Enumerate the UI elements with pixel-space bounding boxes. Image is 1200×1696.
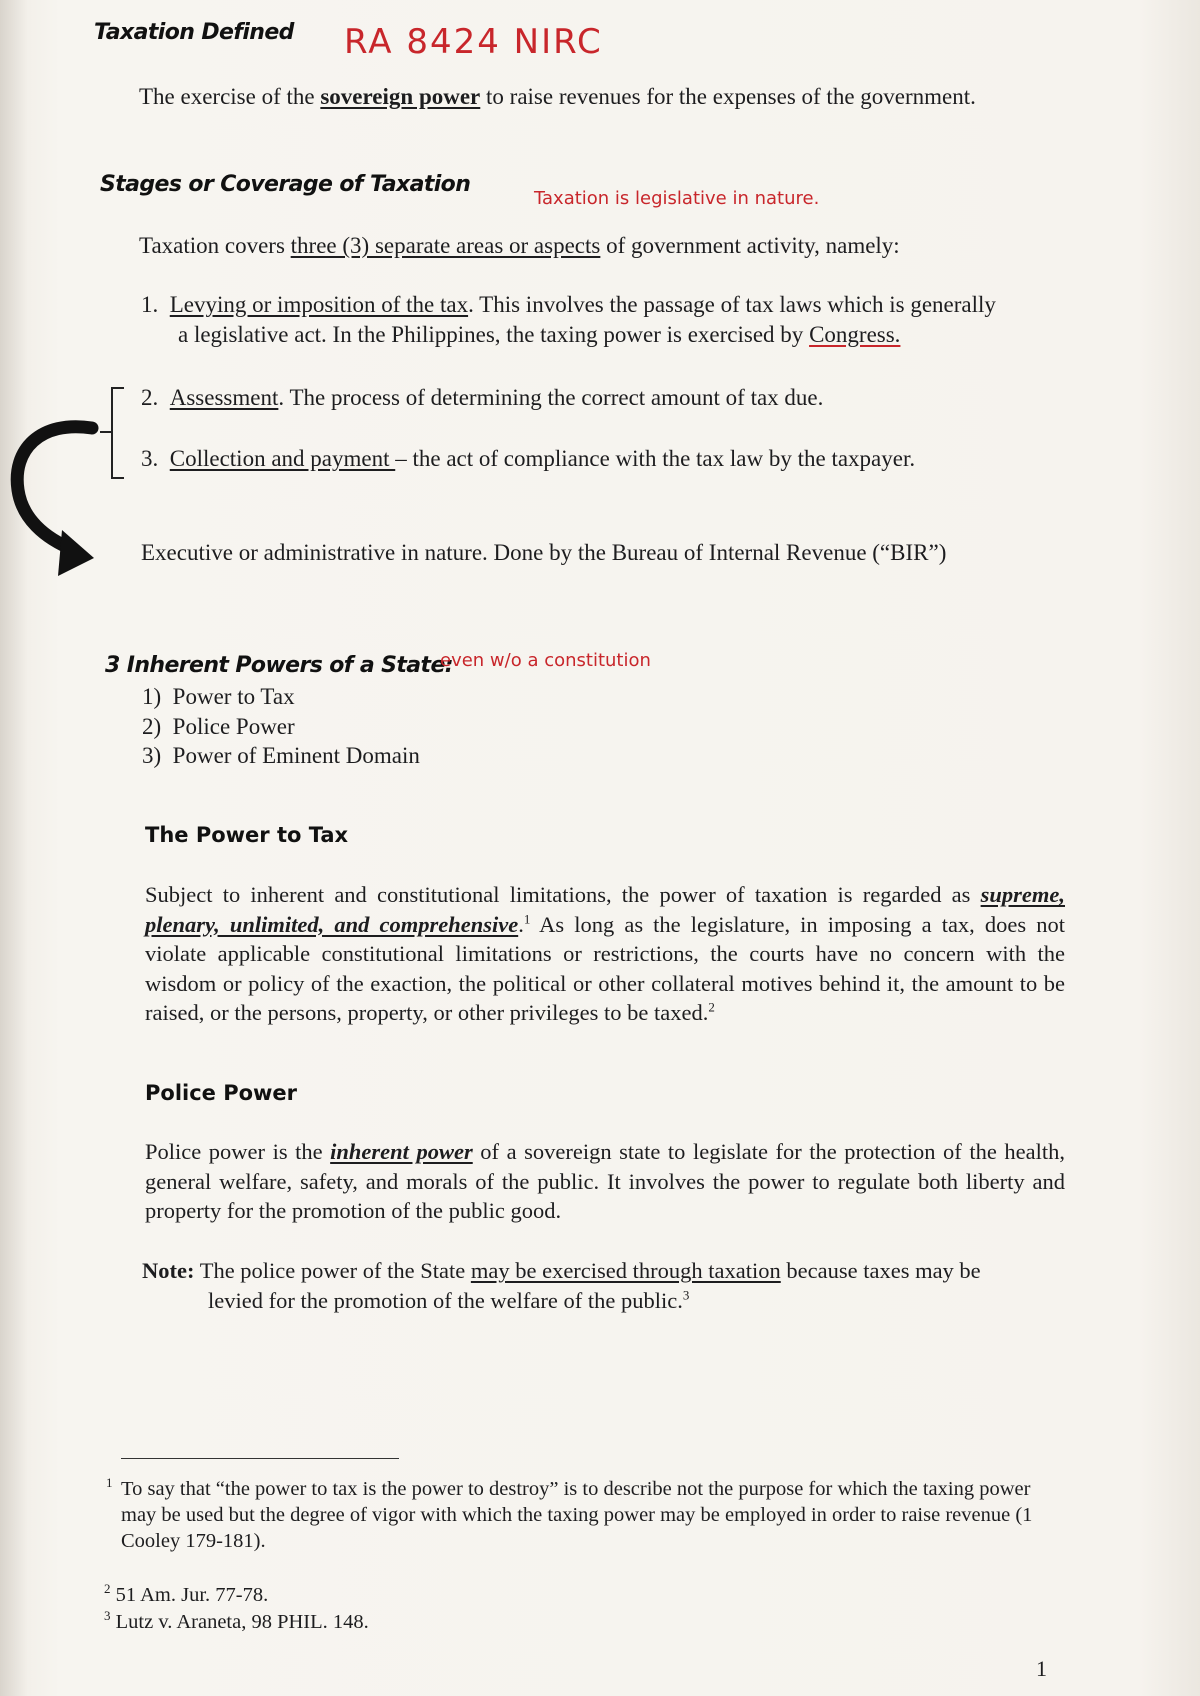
stage-item-1: 1. Levying or imposition of the tax. This involves the passage of tax laws which is generally	[141, 292, 996, 317]
footnote-number: 1	[106, 1475, 113, 1491]
police-power-paragraph: Police power is the inherent power of a sovereign state to legislate for the protection of the health, general welfare, safety, and morals of the public. It involves the power to regulate both liberty and property for the promotion of the public good.	[145, 1139, 1065, 1223]
footnote-3: $^3$ Lutz v. Araneta, 98 PHIL. 148.	[104, 1608, 369, 1633]
heading-police-power: Police Power	[145, 1081, 298, 1105]
police-power-note: Note: The police power of the State may be exercised through taxation because taxes may be	[142, 1258, 981, 1283]
stages-note-administrative: Executive or administrative in nature. Done by the Bureau of Internal Revenue (“BIR”)	[141, 540, 947, 565]
heading-stages: Stages or Coverage of Taxation	[100, 172, 471, 197]
inherent-power-item: 3) Power of Eminent Domain	[142, 743, 420, 768]
footnote-divider	[121, 1458, 399, 1459]
footnote-2: $^2$ 51 Am. Jur. 77-78.	[104, 1581, 269, 1606]
police-power-note-cont: levied for the promotion of the welfare of the public.$^3$	[208, 1287, 690, 1313]
footnote-1: To say that “the power to tax is the power to destroy” is to describe not the purpose for which the taxing power may be used but the degree of vigor with which the taxing power may be employed in order to raise revenue (1 Cooley 179-181).	[121, 1478, 1033, 1552]
stages-intro: Taxation covers three (3) separate areas or aspects of government activity, namely:	[139, 233, 900, 258]
inherent-power-item: 2) Police Power	[142, 714, 295, 739]
page-number: 1	[1036, 1656, 1047, 1681]
power-to-tax-paragraph: Subject to inherent and constitutional limitations, the power of taxation is regarded as supreme, plenary, unlimited, and comprehensive.$^1$ As long as the legislature, in imposing a tax, does not violate applicable constitutional limitations or restrictions, the courts have no concern with the wisdom or policy of the exaction, the political or other collateral motives behind it, the amount to be raised, or the persons, property, or other privileges to be taxed.$^2$	[145, 882, 1065, 1025]
stage-item-2: 2. Assessment. The process of determining the correct amount of tax due.	[141, 385, 824, 410]
heading-taxation-defined: Taxation Defined	[94, 20, 294, 45]
handnote-ra-8424: RA 8424 NIRC	[344, 22, 603, 62]
handdrawn-arrow-icon	[0, 380, 130, 590]
handnote-constitution: even w/o a constitution	[440, 650, 651, 671]
taxation-definition: The exercise of the sovereign power to raise revenues for the expenses of the government.	[139, 84, 976, 109]
heading-inherent-powers: 3 Inherent Powers of a State:	[105, 653, 453, 678]
stage-item-1-cont: a legislative act. In the Philippines, the taxing power is exercised by Congress.	[178, 322, 901, 347]
heading-power-to-tax: The Power to Tax	[145, 823, 349, 847]
handnote-legislative: Taxation is legislative in nature.	[534, 188, 820, 209]
inherent-power-item: 1) Power to Tax	[142, 684, 295, 709]
stage-item-3: 3. Collection and payment – the act of compliance with the tax law by the taxpayer.	[141, 446, 916, 471]
